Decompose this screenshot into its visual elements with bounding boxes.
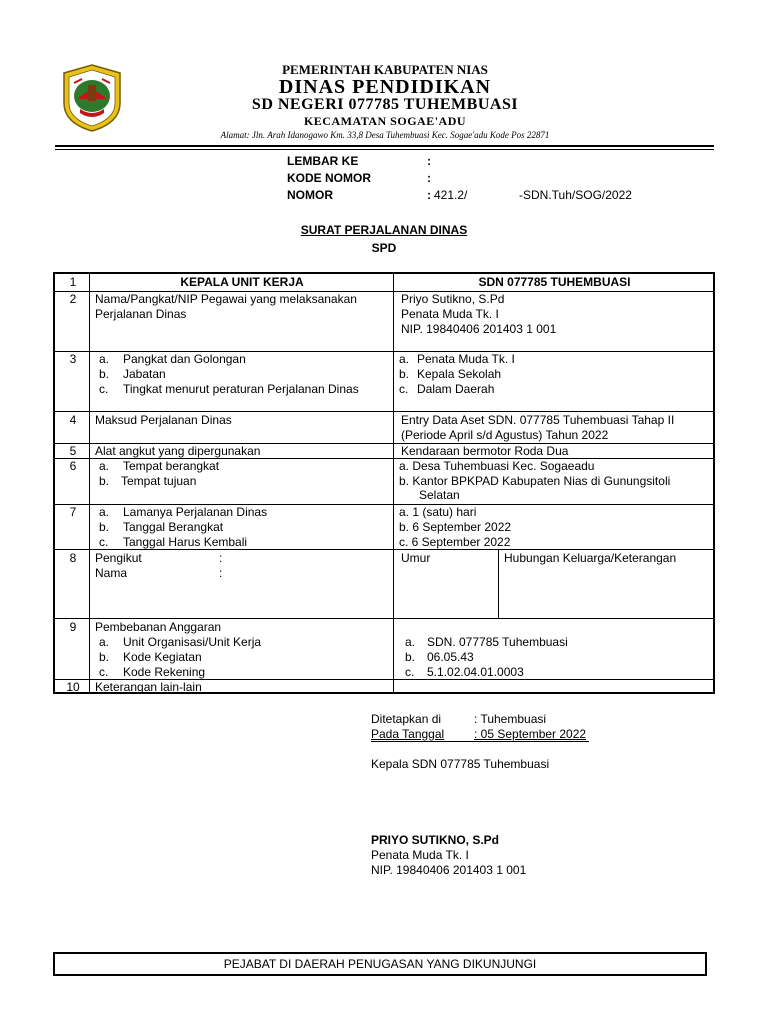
account-code-value: 5.1.02.04.01.0003	[427, 665, 524, 679]
row-number: 5	[69, 444, 77, 458]
list-marker: b.	[99, 367, 110, 381]
departure-place-value: a. Desa Tuhembuasi Kec. Sogaeadu	[399, 459, 595, 473]
age-header: Umur	[401, 551, 431, 565]
list-marker: b.	[99, 520, 110, 534]
row-number: 7	[69, 505, 77, 519]
employee-nip: NIP. 19840406 201403 1 001	[401, 322, 557, 336]
travel-level-value: Dalam Daerah	[417, 382, 495, 396]
column-divider	[393, 274, 394, 692]
row-number: 8	[69, 551, 77, 565]
companion-name-label: Nama	[95, 566, 128, 580]
list-marker: c.	[405, 665, 415, 679]
account-code-label: Kode Rekening	[123, 665, 206, 679]
list-marker: c.	[399, 382, 409, 396]
lembar-ke-colon: :	[427, 154, 431, 168]
list-marker: b.	[99, 650, 110, 664]
nomor-suffix: -SDN.Tuh/SOG/2022	[519, 188, 632, 202]
purpose-value-line1: Entry Data Aset SDN. 077785 Tuhembuasi Tahap II	[401, 413, 675, 427]
signatory-nip: NIP. 19840406 201403 1 001	[371, 863, 527, 877]
destination-value-cont: Selatan	[419, 488, 460, 502]
letterhead-government: PEMERINTAH KABUPATEN NIAS	[282, 62, 488, 77]
row-number: 4	[69, 413, 77, 427]
list-marker: a.	[405, 635, 416, 649]
work-unit-value: SDN. 077785 Tuhembuasi	[427, 635, 568, 649]
transport-value: Kendaraan bermotor Roda Dua	[401, 444, 569, 458]
row-divider	[55, 411, 713, 412]
departure-date-value: b. 6 September 2022	[399, 520, 512, 534]
employee-name: Priyo Sutikno, S.Pd	[401, 292, 505, 306]
destination-value: b. Kantor BPKPAD Kabupaten Nias di Gunungsitoli	[399, 474, 671, 488]
row-number: 9	[69, 620, 77, 634]
return-date-value: c. 6 September 2022	[399, 535, 511, 549]
list-marker: a.	[99, 635, 110, 649]
kode-nomor-label: KODE NOMOR	[287, 171, 371, 185]
position-label: Jabatan	[123, 367, 166, 381]
companion-colon: :	[219, 551, 223, 565]
list-marker: a.	[99, 505, 110, 519]
visited-official-box: PEJABAT DI DAERAH PENUGASAN YANG DIKUNJUNGI	[53, 952, 707, 976]
list-marker: c.	[99, 665, 109, 679]
list-marker: a.	[99, 459, 110, 473]
place-label: Ditetapkan di	[371, 712, 442, 726]
signatory-position: Kepala SDN 077785 Tuhembuasi	[371, 757, 550, 771]
row-divider	[55, 618, 713, 619]
letterhead-department: DINAS PENDIDIKAN	[278, 76, 492, 98]
purpose-label: Maksud Perjalanan Dinas	[95, 413, 232, 427]
departure-date-label: Tanggal Berangkat	[123, 520, 224, 534]
letterhead-rule-thick	[55, 145, 714, 147]
letterhead-district: KECAMATAN SOGAE'ADU	[303, 114, 467, 128]
employee-rank: Penata Muda Tk. I	[401, 307, 499, 321]
letterhead-rule-thin	[55, 149, 714, 150]
spd-table	[53, 272, 715, 694]
signatory-name: PRIYO SUTIKNO, S.Pd	[371, 833, 500, 847]
relationship-header: Hubungan Keluarga/Keterangan	[504, 551, 677, 565]
lembar-ke-label: LEMBAR KE	[287, 154, 359, 168]
duration-label: Lamanya Perjalanan Dinas	[123, 505, 268, 519]
purpose-value-line2: (Periode April s/d Agustus) Tahun 2022	[401, 428, 609, 442]
list-marker: b.	[399, 367, 410, 381]
list-marker: c.	[99, 535, 109, 549]
kode-nomor-colon: :	[427, 171, 431, 185]
document-title: SURAT PERJALANAN DINAS	[300, 223, 468, 237]
list-marker: b.	[405, 650, 416, 664]
list-marker: b.	[99, 474, 110, 488]
column-divider	[498, 549, 499, 618]
rank-grade-label: Pangkat dan Golongan	[123, 352, 246, 366]
list-marker: c.	[99, 382, 109, 396]
other-notes-label: Keterangan lain-lain	[95, 680, 202, 694]
activity-code-value: 06.05.43	[427, 650, 474, 664]
document-subtitle: SPD	[371, 241, 397, 255]
activity-code-label: Kode Kegiatan	[123, 650, 202, 664]
list-marker: a.	[399, 352, 410, 366]
row-number: 6	[69, 459, 77, 473]
position-value: Kepala Sekolah	[417, 367, 502, 381]
unit-head-value: SDN 077785 TUHEMBUASI	[478, 275, 631, 289]
row-number: 1	[69, 275, 77, 289]
destination-label: Tempat tujuan	[121, 474, 197, 488]
date-underline	[371, 741, 589, 742]
return-date-label: Tanggal Harus Kembali	[123, 535, 248, 549]
transport-label: Alat angkut yang dipergunakan	[95, 444, 261, 458]
budget-label: Pembebanan Anggaran	[95, 620, 222, 634]
nomor-value: 421.2/	[434, 188, 468, 202]
row-number: 2	[69, 292, 77, 306]
employee-label-line2: Perjalanan Dinas	[95, 307, 187, 321]
companion-label: Pengikut	[95, 551, 142, 565]
nias-regency-logo	[60, 63, 124, 133]
date-label: Pada Tanggal	[371, 727, 445, 741]
companion-name-colon: :	[219, 566, 223, 580]
unit-head-label: KEPALA UNIT KERJA	[180, 275, 304, 289]
letterhead-address: Alamat: Jln. Arah Idanogawo Km. 33,8 Desa Tuhembuasi Kec. Sogae'adu Kode Pos 22871	[220, 130, 550, 140]
employee-label-line1: Nama/Pangkat/NIP Pegawai yang melaksanakan	[95, 292, 357, 306]
place-value: : Tuhembuasi	[474, 712, 547, 726]
row-number: 10	[66, 680, 80, 694]
signatory-rank: Penata Muda Tk. I	[371, 848, 469, 862]
work-unit-label: Unit Organisasi/Unit Kerja	[123, 635, 262, 649]
row-number: 3	[69, 352, 77, 366]
date-value: : 05 September 2022	[474, 727, 587, 741]
duration-value: a. 1 (satu) hari	[399, 505, 477, 519]
letterhead-school: SD NEGERI 077785 TUHEMBUASI	[251, 96, 519, 113]
travel-level-label: Tingkat menurut peraturan Perjalanan Dinas	[123, 382, 359, 396]
list-marker: a.	[99, 352, 110, 366]
nomor-colon: :	[427, 188, 431, 202]
departure-place-label: Tempat berangkat	[123, 459, 220, 473]
rank-grade-value: Penata Muda Tk. I	[417, 352, 515, 366]
nomor-label: NOMOR	[287, 188, 333, 202]
